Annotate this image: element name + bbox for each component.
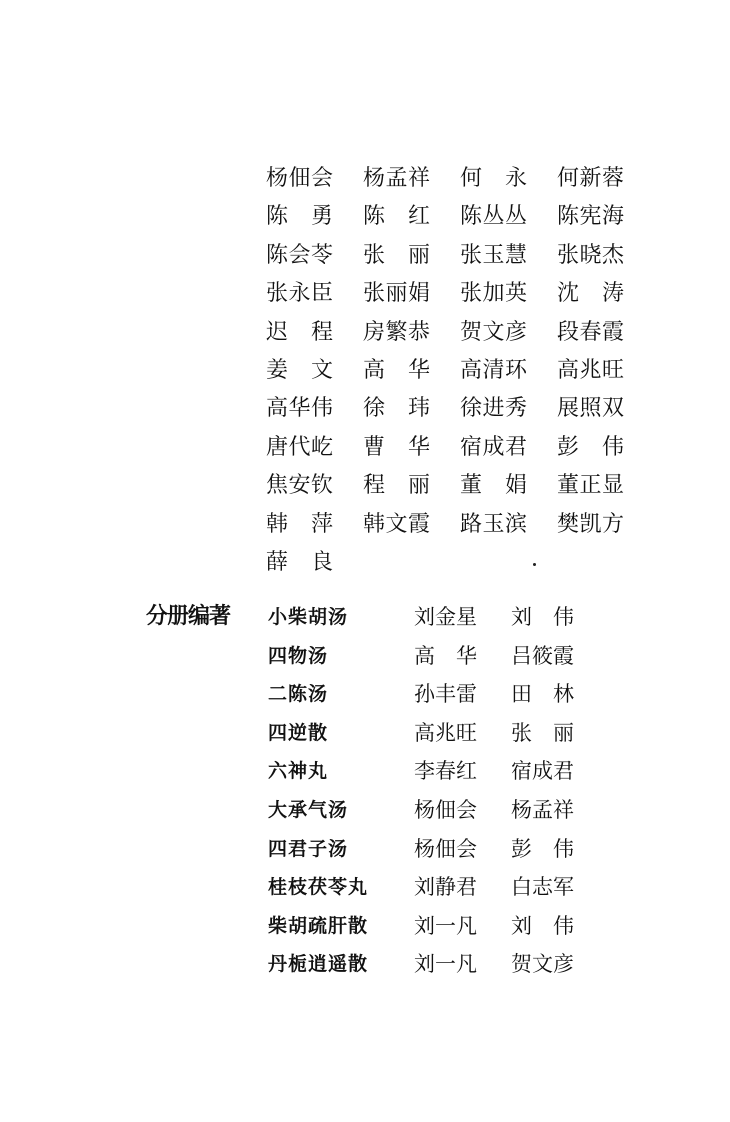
volume-author: 杨佃会: [414, 797, 477, 822]
volume-title: 六神丸: [268, 760, 329, 783]
contributor-name: 高华伟: [266, 396, 334, 422]
contributor-name: 徐 玮: [363, 396, 431, 422]
contributor-name: 唐代屹: [266, 434, 334, 460]
contributor-name: 陈宪海: [557, 204, 625, 230]
contributor-name: 迟 程: [266, 319, 334, 345]
contributor-name: 董 娟: [460, 473, 528, 499]
contributor-name: 杨孟祥: [363, 166, 431, 191]
contributor-name: 段春霞: [557, 319, 625, 345]
contributor-name: 何新蓉: [557, 166, 625, 191]
contributor-name: 张加英: [460, 281, 528, 307]
contributor-name: 陈丛丛: [460, 204, 528, 230]
volume-title: 柴胡疏肝散: [268, 914, 369, 937]
volume-author: 刘一凡: [414, 952, 477, 977]
contributor-name: 张丽娟: [363, 281, 431, 307]
contributor-name: 彭 伟: [557, 434, 625, 460]
contributor-name: 高清环: [460, 357, 528, 383]
contributor-name: 贺文彦: [460, 319, 528, 345]
volume-author: 彭 伟: [511, 836, 574, 861]
contributor-name: 高兆旺: [557, 357, 625, 383]
volume-title: 二陈汤: [268, 683, 329, 706]
volume-title: 四物汤: [268, 644, 329, 667]
contributor-name: 徐进秀: [460, 396, 528, 422]
contributor-name: 展照双: [557, 396, 625, 422]
volume-author: 高兆旺: [414, 720, 477, 745]
volume-author: 田 林: [511, 682, 574, 707]
volume-title: 四君子汤: [268, 837, 349, 860]
contributor-name: 房繁恭: [363, 319, 431, 345]
volume-title: 小柴胡汤: [268, 606, 349, 628]
volume-author: 刘静君: [414, 875, 477, 900]
contributor-name: 张 丽: [363, 242, 431, 268]
volume-author: 刘一凡: [414, 913, 477, 938]
contributor-name: 路玉滨: [460, 511, 528, 537]
contributor-name: 张玉慧: [460, 242, 528, 268]
contributor-name: 张晓杰: [557, 242, 625, 268]
contributor-name: 曹 华: [363, 434, 431, 460]
contributor-name: 薛 良: [266, 549, 334, 575]
contributor-name: 程 丽: [363, 473, 431, 499]
contributor-name: 樊凯方: [557, 511, 625, 537]
contributor-name: 韩文霞: [363, 511, 431, 537]
volume-author: 李春红: [414, 759, 477, 784]
contributor-name: 高 华: [363, 357, 431, 383]
contributor-name: 陈 红: [363, 204, 431, 230]
contributor-name: 陈会苓: [266, 242, 334, 268]
volume-author: 孙丰雷: [414, 682, 477, 707]
volumes-label: 分册编著: [146, 604, 231, 629]
contributor-name: 宿成君: [460, 434, 528, 460]
volume-author: 刘 伟: [511, 605, 574, 629]
volume-list: [268, 598, 608, 984]
volume-author: 刘金星: [414, 605, 477, 629]
volume-author: 杨孟祥: [511, 797, 574, 822]
contributor-name: 张永臣: [266, 281, 334, 307]
volume-author: 杨佃会: [414, 836, 477, 861]
contributor-name: 焦安钦: [266, 473, 334, 499]
volume-author: 白志军: [511, 875, 574, 900]
volume-title: 桂枝茯苓丸: [268, 876, 369, 899]
contributor-name: 何 永: [460, 166, 528, 191]
volume-author: 吕筱霞: [511, 643, 574, 668]
contributor-name: 陈 勇: [266, 204, 334, 230]
volume-author: 宿成君: [511, 759, 574, 784]
contributor-name: 杨佃会: [266, 166, 334, 191]
volume-author: 贺文彦: [511, 952, 574, 977]
contributor-name: 韩 萍: [266, 511, 334, 537]
volume-author: 张 丽: [511, 720, 574, 745]
volume-title: 四逆散: [268, 721, 329, 744]
volume-title: 大承气汤: [268, 798, 349, 821]
contributor-name: 董正显: [557, 473, 625, 499]
contributor-name: 姜 文: [266, 357, 334, 383]
volume-author: 高 华: [414, 643, 477, 668]
volume-title: 丹栀逍遥散: [268, 953, 369, 976]
contributor-name: 沈 涛: [557, 281, 625, 307]
volume-author: 刘 伟: [511, 913, 574, 938]
stray-dot: [533, 563, 536, 566]
contributor-list: [266, 160, 654, 582]
